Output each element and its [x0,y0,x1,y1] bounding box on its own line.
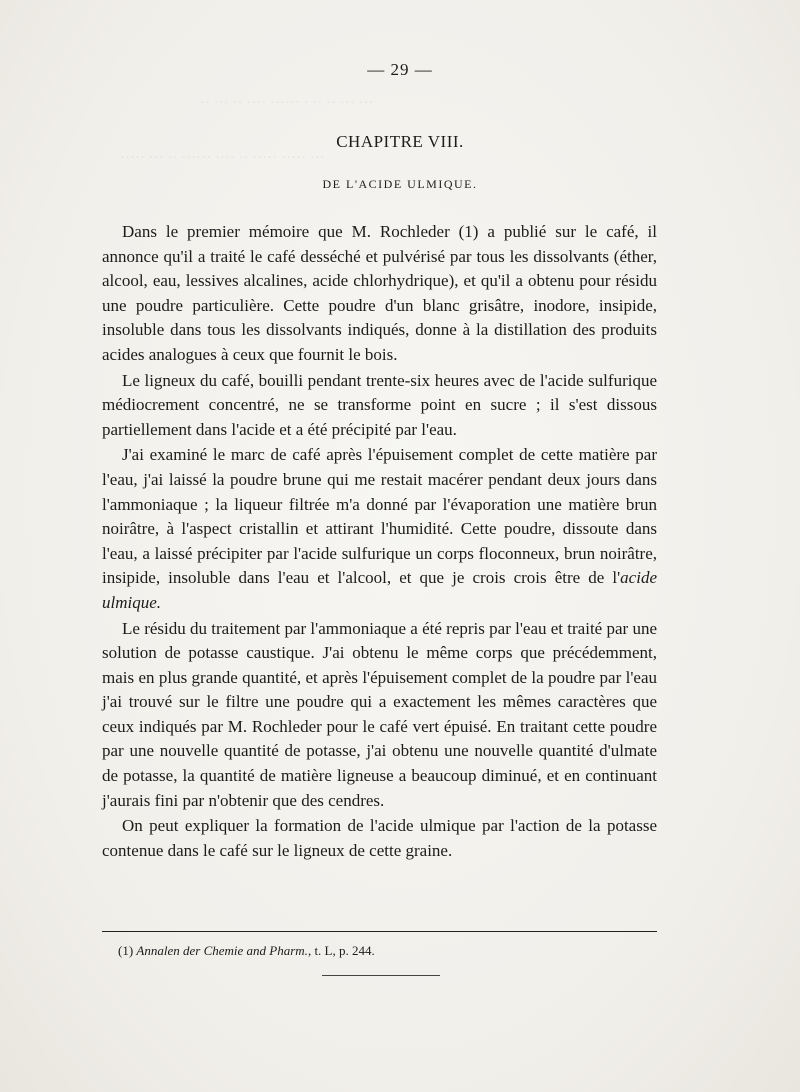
footnote-reference: , t. L, p. 244. [307,943,375,958]
footnote-divider [102,931,657,932]
paragraph-text: J'ai examiné le marc de café après l'épuisement complet de cette matière par l'eau, j'ai laissé la poudre brune qui me restait macérer pendant deux jours dans l'ammoniaque ; la liqueur filtrée m'a donné par l'évaporation une matière brun noirâtre, à l'aspect cristallin et attirant l'humidité. Cette poudre, dissoute dans l'eau, a laissé précipiter par l'acide sulfurique un corps floconneux, brun noirâtre, insipide, insoluble dans l'eau et l'alcool, et que je crois crois être de l' [102,445,657,588]
footnote-underline [322,975,440,976]
paragraph: Le ligneux du café, bouilli pendant trente-six heures avec de l'acide sulfurique médiocrement concentré, ne se transforme point en sucre ; il s'est dissous partiellement dans l'acide et a été précipité par l'eau. [102,370,657,439]
paragraph: Le résidu du traitement par l'ammoniaque a été repris par l'eau et traité par une solution de potasse caustique. J'ai obtenu le même corps que précédemment, mais en plus grande quantité, et après l'épuisement complet de la poudre par l'eau j'ai trouvé sur le filtre une poudre qui a exactement les mêmes caractères que ceux indiqués par M. Rochleder pour le café vert épuisé. En traitant cette poudre par une nouvelle quantité de potasse, j'ai obtenu une nouvelle quantité d'ulmate de potasse, la quantité de matière ligneuse a beaucoup diminué, et en continuant j'aurais fini par n'obtenir que des cendres. [102,618,657,810]
bleed-through-text: ·· ··· ·· ···· ······ · ·· ·· ··· ··· [200,95,374,111]
footnote [118,942,375,960]
chapter-title: CHAPITRE VIII. [336,132,464,151]
page-number: — 29 — [367,60,433,79]
paragraph [102,443,657,615]
bleed-through-text: ····· ··· ·· ······ ···· ·· ····· ····· ··· [120,150,325,166]
footnote-marker: (1) [118,943,134,958]
footnote-source: Annalen der Chemie and Pharm. [136,943,308,958]
italic-term: acide ulmique. [102,568,657,612]
paragraph: On peut expliquer la formation de l'acide ulmique par l'action de la potasse contenue dans le café sur le ligneux de cette graine. [102,816,657,860]
body-text [102,220,657,863]
chapter-subtitle: DE L'ACIDE ULMIQUE. [322,177,478,191]
paragraph: Dans le premier mémoire que M. Rochleder (1) a publié sur le café, il annonce qu'il a traité le café desséché et pulvérisé par tous les dissolvants (éther, alcool, eau, lessives alcalines, acide chlorhydrique), et qu'il a obtenu pour résidu une poudre particulière. Cette poudre d'un blanc grisâtre, inodore, insipide, insoluble dans tous les dissolvants indiqués, donne à la distillation des produits acides analogues à ceux que fournit le bois. [102,222,657,364]
